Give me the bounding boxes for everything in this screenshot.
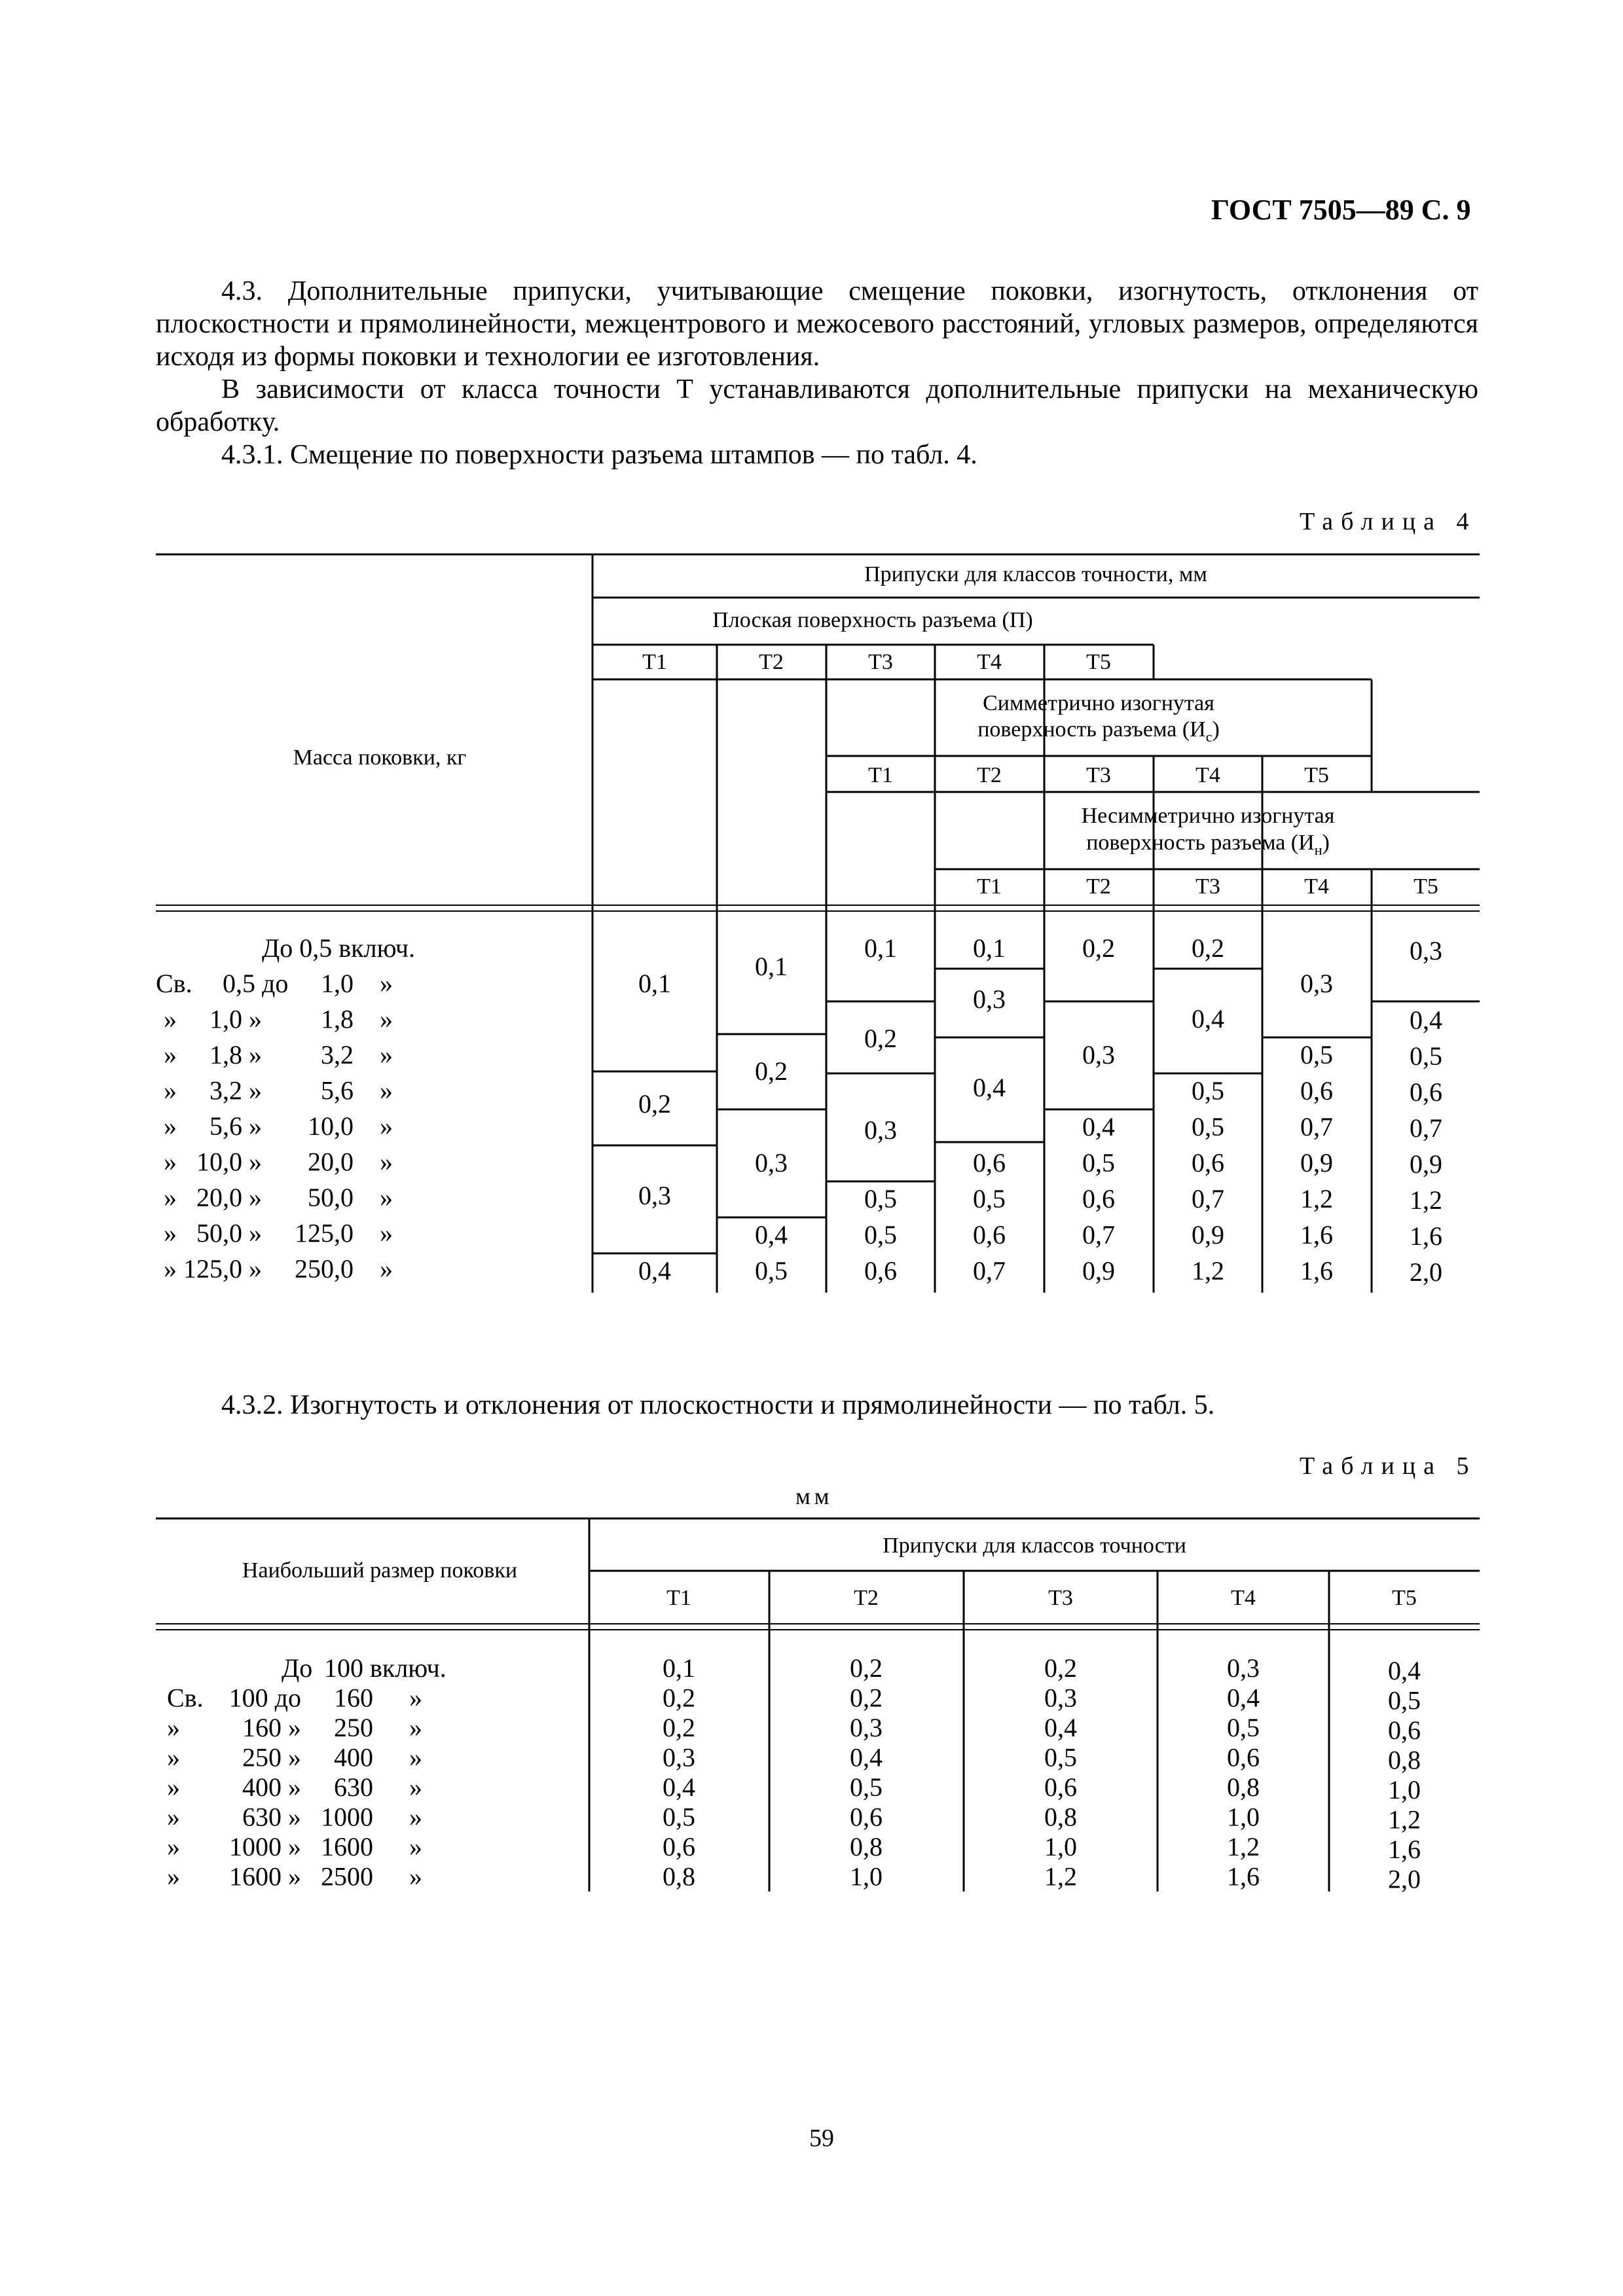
- table4-row-prefix: »: [164, 1183, 177, 1212]
- t4-c8-a: 0,3: [1410, 936, 1442, 965]
- t4-c8-b: 0,4: [1410, 1005, 1442, 1035]
- t4-c4-e: 0,5: [973, 1184, 1006, 1213]
- table4-row-ditto: »: [380, 1075, 393, 1105]
- paragraph-4-3-1: 4.3.1. Смещение по поверхности разъема штампов — по табл. 4.: [221, 440, 977, 470]
- table4-row-to: 10,0: [308, 1111, 354, 1141]
- table5-cell: 0,3: [1227, 1653, 1260, 1683]
- t4-c2-c: 0,3: [755, 1148, 788, 1177]
- table5-row-prefix: »: [167, 1802, 180, 1832]
- t4-c7-g: 1,6: [1300, 1220, 1333, 1249]
- t4-c5-a: 0,2: [1082, 933, 1115, 963]
- table5-cell: 0,2: [663, 1713, 695, 1742]
- table5-t5: Т5: [1392, 1586, 1417, 1610]
- table5-row-from: 250 »: [242, 1742, 301, 1772]
- t4-c1-c: 0,3: [638, 1181, 671, 1210]
- table4-row-prefix: Св.: [156, 969, 192, 998]
- table5-cell: 0,6: [663, 1832, 695, 1861]
- table5-row-to: 250: [334, 1713, 373, 1742]
- table4-row-labels: [156, 933, 415, 998]
- table5-row-to: 1000: [321, 1802, 373, 1832]
- t4-c3-d: 0,5: [864, 1184, 897, 1213]
- table5-cell: 0,6: [1044, 1772, 1077, 1802]
- table4-flat-t4: Т4: [977, 650, 1002, 674]
- table4-row-prefix: »: [164, 1218, 177, 1248]
- table5-rows: [167, 1653, 1421, 1894]
- table4-row-ditto: »: [380, 1040, 393, 1069]
- table5-cell: 2,0: [1388, 1864, 1421, 1894]
- t4-c2-e: 0,5: [755, 1256, 788, 1285]
- table4-row-from: 50,0 »: [196, 1218, 262, 1248]
- table5-t4: Т4: [1231, 1586, 1256, 1610]
- t4-c7-h: 1,6: [1300, 1256, 1333, 1285]
- table5-cell: 0,4: [1388, 1656, 1421, 1685]
- t4-c7-d: 0,7: [1300, 1112, 1333, 1141]
- table5-row-to: 160: [334, 1683, 373, 1713]
- t4-c8-h: 1,6: [1410, 1221, 1442, 1251]
- table5-label: Таблица 5: [1300, 1452, 1477, 1480]
- table5-cell: 0,4: [1227, 1683, 1260, 1713]
- t4-c6-h: 1,2: [1192, 1256, 1224, 1285]
- table5-row-from: 1000 »: [229, 1832, 301, 1861]
- t4-c6-a: 0,2: [1192, 933, 1224, 963]
- table4-sym-t1: Т1: [868, 763, 893, 787]
- table5-cell: 1,6: [1388, 1835, 1421, 1864]
- table5-row-to: 2500: [321, 1861, 373, 1892]
- table5-cell: 0,8: [1388, 1745, 1421, 1775]
- table4-flat-t5: Т5: [1086, 650, 1111, 674]
- table4-row-from: 125,0 »: [183, 1254, 262, 1283]
- table4-asym-t3: Т3: [1195, 874, 1220, 899]
- t4-c5-d: 0,5: [1082, 1148, 1115, 1177]
- table5-cell: 0,5: [663, 1802, 695, 1832]
- table5-cell: 0,3: [850, 1713, 883, 1742]
- table5-cell: 0,8: [850, 1832, 883, 1861]
- table5-cell: 0,4: [1044, 1713, 1077, 1742]
- table5-cell: 1,0: [1388, 1775, 1421, 1804]
- table4-row-prefix: »: [164, 1040, 177, 1069]
- table4-row-ditto: »: [380, 1218, 393, 1248]
- table5-cell: 0,6: [850, 1802, 883, 1832]
- table4-row-from: 1,8 »: [210, 1040, 262, 1069]
- table4-row-from: 20,0 »: [196, 1183, 262, 1212]
- t4-c5-f: 0,7: [1082, 1220, 1115, 1249]
- table4-row-from: 5,6 »: [210, 1111, 262, 1141]
- paragraph-4-3-2: 4.3.2. Изогнутость и отклонения от плоскостности и прямолинейности — по табл. 5.: [221, 1390, 1215, 1420]
- t4-c8-e: 0,7: [1410, 1113, 1442, 1143]
- table5-row-label: 100 включ.: [324, 1653, 447, 1683]
- table5-row-ditto: »: [409, 1742, 422, 1772]
- paragraph-class-t: В зависимости от класса точности Т устанавливаются дополнительные припуски на механическую обработку.: [156, 374, 1478, 437]
- t4-c7-c: 0,6: [1300, 1076, 1333, 1105]
- table5-cell: 0,3: [1044, 1683, 1077, 1713]
- table4-asym-t5: Т5: [1413, 874, 1438, 899]
- table5-cell: 0,4: [663, 1772, 695, 1802]
- t4-c4-c: 0,4: [973, 1073, 1006, 1102]
- table4-row-to: 125,0: [295, 1218, 354, 1248]
- table4-flat-t1: Т1: [642, 650, 667, 674]
- t4-c1-a: 0,1: [638, 969, 671, 998]
- t4-c7-a: 0,3: [1300, 969, 1333, 998]
- table5-row-to: 1600: [321, 1832, 373, 1861]
- table5-row-ditto: »: [409, 1832, 422, 1861]
- table5-cell: 0,4: [850, 1742, 883, 1772]
- table4-asym-header-1: Несимметрично изогнутая: [1081, 804, 1335, 828]
- table5-cell: 0,8: [1227, 1772, 1260, 1802]
- table5-t2: Т2: [854, 1586, 879, 1610]
- table4-mass-header: Масса поковки, кг: [293, 745, 467, 770]
- t4-c2-b: 0,2: [755, 1056, 788, 1086]
- t4-c7-f: 1,2: [1300, 1184, 1333, 1213]
- t4-c4-g: 0,7: [973, 1256, 1006, 1285]
- table4-group-header: Припуски для классов точности, мм: [864, 562, 1207, 586]
- table5-row-ditto: »: [409, 1772, 422, 1802]
- table4-row-ditto: »: [380, 969, 393, 998]
- t4-c3-c: 0,3: [864, 1115, 897, 1145]
- t4-c5-b: 0,3: [1082, 1040, 1115, 1069]
- page-header: ГОСТ 7505—89 С. 9: [1211, 194, 1471, 226]
- t4-c2-d: 0,4: [755, 1220, 788, 1249]
- table-5: [0, 1505, 1623, 1911]
- t4-c8-c: 0,5: [1410, 1041, 1442, 1071]
- table4-sym-header-1: Симметрично изогнутая: [983, 691, 1214, 715]
- page-number: 59: [809, 2125, 834, 2152]
- table5-cell: 0,5: [1044, 1742, 1077, 1772]
- table4-row-label: До 0,5 включ.: [262, 933, 416, 963]
- table4-label: Таблица 4: [1300, 508, 1477, 535]
- table4-sym-t5: Т5: [1304, 763, 1329, 787]
- table5-row-from: 630 »: [242, 1802, 301, 1832]
- t4-c6-g: 0,9: [1192, 1220, 1224, 1249]
- table4-sym-header-2: поверхность разъема $(И_с)$: [977, 717, 1220, 745]
- t4-c4-a: 0,1: [973, 933, 1006, 963]
- table5-cell: 0,6: [1227, 1742, 1260, 1772]
- t4-c5-c: 0,4: [1082, 1112, 1115, 1141]
- t4-c2-a: 0,1: [755, 952, 788, 981]
- table4-sym-t4: Т4: [1195, 763, 1220, 787]
- table4-row-prefix: »: [164, 1254, 177, 1283]
- table5-cell: 0,8: [663, 1861, 695, 1892]
- t4-c8-d: 0,6: [1410, 1077, 1442, 1107]
- table5-row-ditto: »: [409, 1683, 422, 1713]
- table5-cell: 0,1: [663, 1653, 695, 1683]
- table5-row-to: 400: [334, 1742, 373, 1772]
- table5-row-from: 400 »: [242, 1772, 301, 1802]
- t4-c3-e: 0,5: [864, 1220, 897, 1249]
- table5-row-ditto: »: [409, 1861, 422, 1892]
- table5-cell: 0,5: [850, 1772, 883, 1802]
- table4-row-to: 50,0: [308, 1183, 354, 1212]
- table4-row-ditto: »: [380, 1254, 393, 1283]
- t4-c5-g: 0,9: [1082, 1256, 1115, 1285]
- table5-cell: 1,2: [1044, 1861, 1077, 1892]
- table5-cell: 1,0: [850, 1861, 883, 1892]
- table5-group-header: Припуски для классов точности: [883, 1534, 1186, 1558]
- t4-c8-f: 0,9: [1410, 1149, 1442, 1179]
- table5-row-ditto: »: [409, 1713, 422, 1742]
- table4-row-to: 3,2: [321, 1040, 354, 1069]
- table4-sym-t3: Т3: [1086, 763, 1111, 787]
- t4-c3-a: 0,1: [864, 933, 897, 963]
- table5-row-prefix: »: [167, 1861, 180, 1892]
- table4-row-ditto: »: [380, 1183, 393, 1212]
- table5-unit: мм: [795, 1483, 833, 1509]
- t4-c6-d: 0,5: [1192, 1112, 1224, 1141]
- table4-row-prefix: »: [164, 1147, 177, 1177]
- table4-row-to: 1,0: [321, 969, 354, 998]
- table5-row-label: До: [282, 1653, 313, 1683]
- table5-row-from: 1600 »: [229, 1861, 301, 1892]
- t4-c4-b: 0,3: [973, 984, 1006, 1014]
- table5-cell: 1,6: [1227, 1861, 1260, 1892]
- table5-row-prefix: »: [167, 1742, 180, 1772]
- table4-row-range: 0,5 до: [223, 969, 289, 998]
- table4-row-to: 250,0: [295, 1254, 354, 1283]
- t4-c5-e: 0,6: [1082, 1184, 1115, 1213]
- table5-cell: 0,2: [1044, 1653, 1077, 1683]
- t4-c1-d: 0,4: [638, 1256, 671, 1285]
- table5-cell: 1,0: [1044, 1832, 1077, 1861]
- table5-row-from: 100 до: [228, 1683, 301, 1713]
- t4-c8-g: 1,2: [1410, 1185, 1442, 1215]
- table5-row-to: 630: [334, 1772, 373, 1802]
- table5-size-header: Наибольший размер поковки: [242, 1558, 518, 1583]
- table4-flat-t3: Т3: [868, 650, 893, 674]
- table4-row-prefix: »: [164, 1111, 177, 1141]
- table5-cell: 1,0: [1227, 1802, 1260, 1832]
- table5-t1: Т1: [666, 1586, 691, 1610]
- table5-row-prefix: »: [167, 1713, 180, 1742]
- table5-t3: Т3: [1048, 1586, 1073, 1610]
- table4-flat-t2: Т2: [759, 650, 784, 674]
- table5-cell: 0,5: [1388, 1685, 1421, 1715]
- t4-c6-c: 0,5: [1192, 1076, 1224, 1105]
- table5-cell: 0,3: [663, 1742, 695, 1772]
- t4-c4-f: 0,6: [973, 1220, 1006, 1249]
- table4-asym-t2: Т2: [1086, 874, 1111, 899]
- table4-row-ditto: »: [380, 1147, 393, 1177]
- table5-cell: 0,2: [663, 1683, 695, 1713]
- t4-c4-d: 0,6: [973, 1148, 1006, 1177]
- table5-cell: 0,2: [850, 1653, 883, 1683]
- table5-row-prefix: »: [167, 1832, 180, 1861]
- table4-row-prefix: »: [164, 1075, 177, 1105]
- table4-row-ditto: »: [380, 1004, 393, 1034]
- table4-row-ditto: »: [380, 1111, 393, 1141]
- table4-row-to: 1,8: [321, 1004, 354, 1034]
- t4-c6-e: 0,6: [1192, 1148, 1224, 1177]
- t4-c7-b: 0,5: [1300, 1040, 1333, 1069]
- table4-row-from: 1,0 »: [210, 1004, 262, 1034]
- t4-c1-b: 0,2: [638, 1089, 671, 1119]
- table4-row-to: 5,6: [321, 1075, 354, 1105]
- t4-c3-f: 0,6: [864, 1256, 897, 1285]
- table4-asym-header-2: поверхность разъема $(И_н)$: [1086, 831, 1330, 858]
- t4-c6-b: 0,4: [1192, 1004, 1224, 1033]
- t4-c3-b: 0,2: [864, 1024, 897, 1053]
- table5-cell: 1,2: [1388, 1804, 1421, 1835]
- table5-cell: 0,5: [1227, 1713, 1260, 1742]
- table4-header-text: [293, 562, 1438, 899]
- table4-lines: [156, 554, 1480, 1293]
- paragraph-4-3: 4.3. Дополнительные припуски, учитывающие смещение поковки, изогнутость, отклонения от плоскостности и прямолинейности, межцентрового и межосевого расстояний, угловых размеров, определяются исходя из формы поковки и технологии ее изготовления.: [156, 276, 1478, 372]
- table4-sym-t2: Т2: [977, 763, 1002, 787]
- table5-row-prefix: Св.: [167, 1683, 204, 1713]
- table5-cell: 0,8: [1044, 1802, 1077, 1832]
- table5-cell: 0,2: [850, 1683, 883, 1713]
- table4-flat-header: Плоская поверхность разъема (П): [712, 608, 1033, 632]
- t4-c6-f: 0,7: [1192, 1184, 1224, 1213]
- table4-row-from: 3,2 »: [210, 1075, 262, 1105]
- table5-cell: 0,6: [1388, 1715, 1421, 1745]
- table4-row-labels-rest: [164, 1005, 393, 1284]
- t4-c8-i: 2,0: [1410, 1257, 1442, 1287]
- table5-row-from: 160 »: [242, 1713, 301, 1742]
- table4-row-from: 10,0 »: [196, 1147, 262, 1177]
- table5-cell: 1,2: [1227, 1832, 1260, 1861]
- table4-asym-t1: Т1: [977, 874, 1002, 899]
- table5-row-prefix: »: [167, 1772, 180, 1802]
- table4-asym-t4: Т4: [1304, 874, 1329, 899]
- t4-c7-e: 0,9: [1300, 1148, 1333, 1177]
- table4-row-to: 20,0: [308, 1147, 354, 1177]
- subsection-4-3-2: [156, 1389, 1478, 1422]
- table5-row-ditto: »: [409, 1802, 422, 1832]
- table4-row-prefix: »: [164, 1004, 177, 1034]
